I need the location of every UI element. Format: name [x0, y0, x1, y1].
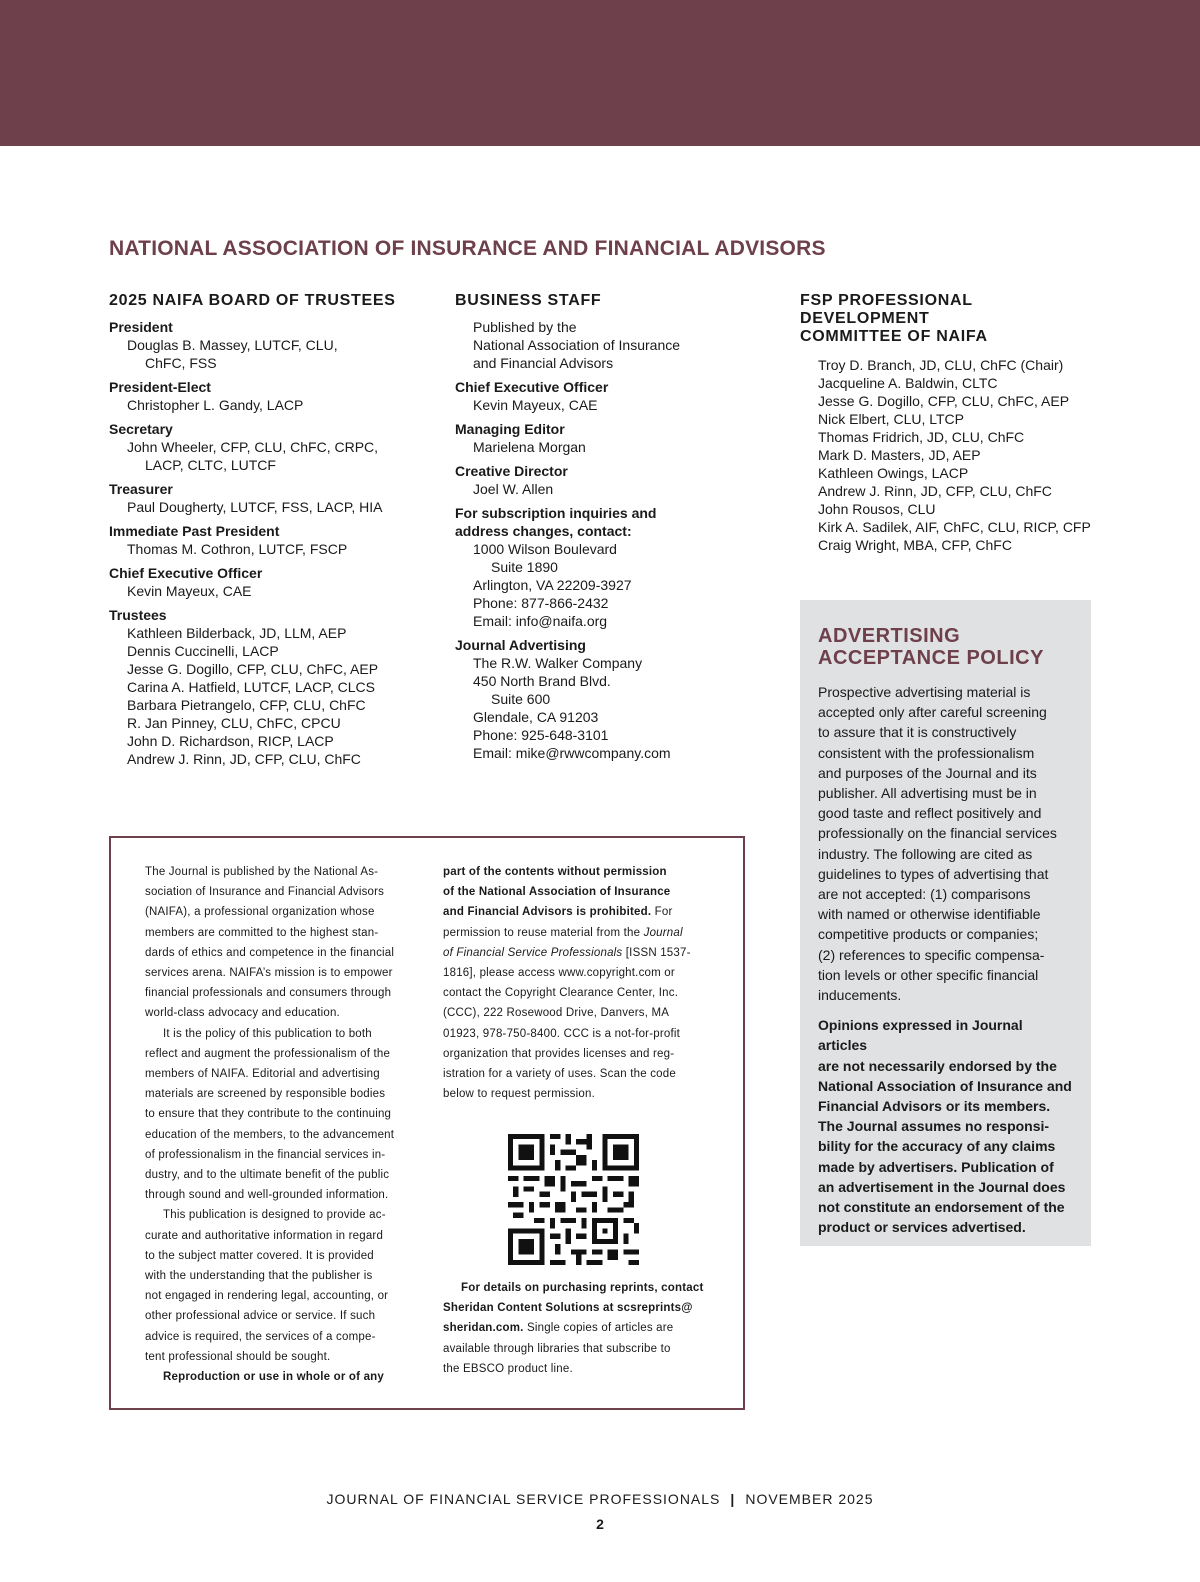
committee-member: Kathleen Owings, LACP — [818, 465, 969, 481]
advertising-company: The R.W. Walker Company — [473, 655, 643, 671]
reprints-line: Sheridan Content Solutions at scsreprints@ — [443, 1302, 693, 1315]
board-heading: 2025 NAIFA BOARD OF TRUSTEES — [109, 292, 396, 309]
staff-ceo-name: Kevin Mayeux, CAE — [473, 397, 598, 413]
ad-policy-line: guidelines to types of advertising that — [818, 865, 1049, 882]
president-name: Douglas B. Massey, LUTCF, CLU, — [127, 337, 338, 353]
trustee-item: Dennis Cuccinelli, LACP — [127, 643, 279, 659]
info-line: world-class advocacy and education. — [145, 1007, 340, 1020]
reprints-info — [443, 1278, 713, 1379]
subscription-label: address changes, contact: — [455, 523, 632, 539]
committee-member: Craig Wright, MBA, CFP, ChFC — [818, 537, 1012, 553]
treasurer-name: Paul Dougherty, LUTCF, FSS, LACP, HIA — [127, 499, 383, 515]
info-line: members are committed to the highest stan- — [145, 926, 379, 939]
subscription-phone: Phone: 877-866-2432 — [473, 595, 609, 611]
info-line: dards of ethics and competence in the financial — [145, 946, 395, 959]
secretary-name: John Wheeler, CFP, CLU, ChFC, CRPC, — [127, 439, 379, 455]
reproduction-notice-bold: and Financial Advisors is prohibited. — [443, 906, 652, 919]
org-title: NATIONAL ASSOCIATION OF INSURANCE AND FINANCIAL ADVISORS — [109, 237, 826, 260]
publisher-line: National Association of Insurance — [473, 337, 681, 353]
info-line: education of the members, to the advancement — [145, 1128, 395, 1141]
ad-policy-line: publisher. All advertising must be in — [818, 785, 1037, 802]
president-elect-name: Christopher L. Gandy, LACP — [127, 397, 304, 413]
disclaimer-line: Financial Advisors or its members. — [818, 1098, 1051, 1115]
fsp-committee — [800, 292, 1100, 554]
reprints-line: For details on purchasing reprints, contact — [461, 1282, 704, 1294]
header-band — [0, 0, 1200, 146]
ad-policy-title — [818, 625, 1073, 669]
committee-member: Nick Elbert, CLU, LTCP — [818, 411, 964, 427]
advertising-label: Journal Advertising — [455, 637, 586, 653]
ad-policy-line: to assure that it is constructively — [818, 724, 1017, 741]
ad-policy-line: are not accepted: (1) comparisons — [818, 886, 1031, 903]
info-line: The Journal is published by the National As- — [145, 866, 379, 878]
info-line: 1816], please access www.copyright.com or — [443, 967, 675, 980]
ad-policy-line: good taste and reflect positively and — [818, 805, 1042, 822]
ad-policy-line: accepted only after careful screening — [818, 704, 1047, 721]
info-line — [443, 943, 713, 963]
info-line: to ensure that they contribute to the continuing — [145, 1108, 392, 1121]
info-line: 01923, 978-750-8400. CCC is a not-for-profit — [443, 1027, 681, 1040]
info-line: (CCC), 222 Rosewood Drive, Danvers, MA — [443, 1007, 670, 1020]
disclaimer-line: not constitute an endorsement of the — [818, 1199, 1065, 1216]
disclaimer-line: are not necessarily endorsed by the — [818, 1057, 1057, 1074]
editor-name: Marielena Morgan — [473, 439, 586, 455]
subscription-address: 1000 Wilson Boulevard — [473, 541, 617, 557]
board-ceo-label: Chief Executive Officer — [109, 565, 263, 581]
info-line: istration for a variety of uses. Scan the code — [443, 1068, 676, 1081]
committee-member: Troy D. Branch, JD, CLU, ChFC (Chair) — [818, 357, 1064, 373]
editor-label: Managing Editor — [455, 421, 565, 437]
secretary-credentials: LACP, CLTC, LUTCF — [145, 457, 276, 473]
info-line: This publication is designed to provide ac- — [163, 1209, 386, 1222]
info-line: to the subject matter covered. It is provided — [145, 1249, 374, 1262]
disclaimer-line: Opinions expressed in Journal articles — [818, 1017, 1023, 1054]
trustee-item: John D. Richardson, RICP, LACP — [127, 733, 334, 749]
advertising-address: 450 North Brand Blvd. — [473, 673, 611, 689]
committee-member: Thomas Fridrich, JD, CLU, ChFC — [818, 429, 1025, 445]
trustee-item: Carina A. Hatfield, LUTCF, LACP, CLCS — [127, 679, 375, 695]
creative-label: Creative Director — [455, 463, 568, 479]
page-number: 2 — [596, 1516, 604, 1532]
committee-member: Jesse G. Dogillo, CFP, CLU, ChFC, AEP — [818, 393, 1070, 409]
ad-policy-line: with named or otherwise identifiable — [818, 906, 1041, 923]
past-president-label: Immediate Past President — [109, 523, 280, 539]
info-line: materials are screened by responsible bodies — [145, 1088, 386, 1101]
footer-separator: | — [730, 1491, 736, 1507]
ad-policy-line: (2) references to specific compensa- — [818, 946, 1045, 963]
info-line: organization that provides licenses and reg- — [443, 1047, 675, 1060]
qr-code-icon[interactable] — [508, 1134, 639, 1265]
info-line: contact the Copyright Clearance Center, Inc. — [443, 987, 679, 1000]
subscription-label: For subscription inquiries and — [455, 505, 657, 521]
info-text: [ISSN 1537- — [622, 946, 691, 959]
publication-info-right — [443, 862, 713, 1104]
ad-policy-line: Prospective advertising material is — [818, 684, 1031, 700]
trustee-item: Andrew J. Rinn, JD, CFP, CLU, ChFC — [127, 751, 361, 767]
reprints-line — [443, 1318, 713, 1338]
publication-info-box — [109, 836, 745, 1410]
ad-policy-line: industry. The following are cited as — [818, 845, 1033, 862]
info-line: below to request permission. — [443, 1088, 595, 1101]
ad-policy-line: professionally on the financial services — [818, 825, 1057, 842]
ad-policy-line: tion levels or other specific financial — [818, 966, 1039, 983]
ad-policy-line: consistent with the professionalism — [818, 744, 1035, 761]
info-line: (NAIFA), a professional organization whose — [145, 906, 375, 919]
info-line — [443, 923, 713, 943]
reprints-line: available through libraries that subscribe to — [443, 1342, 671, 1355]
reproduction-notice: of the National Association of Insurance — [443, 886, 671, 899]
info-line: dustry, and to the ultimate benefit of the public — [145, 1169, 390, 1182]
trustee-item: Jesse G. Dogillo, CFP, CLU, ChFC, AEP — [127, 661, 379, 677]
trustee-item: Kathleen Bilderback, JD, LLM, AEP — [127, 625, 347, 641]
business-staff — [455, 292, 755, 762]
creative-name: Joel W. Allen — [473, 481, 554, 497]
ad-policy-text — [818, 682, 1073, 1005]
president-credentials: ChFC, FSS — [145, 355, 217, 371]
subscription-address: Suite 1890 — [491, 559, 558, 575]
journal-title: JOURNAL OF FINANCIAL SERVICE PROFESSIONALS — [326, 1491, 721, 1507]
issue-date: NOVEMBER 2025 — [745, 1491, 874, 1507]
publication-info-left — [145, 862, 415, 1387]
trustee-item: R. Jan Pinney, CLU, ChFC, CPCU — [127, 715, 341, 731]
disclaimer-line: bility for the accuracy of any claims — [818, 1138, 1056, 1155]
reproduction-notice: part of the contents without permission — [443, 866, 667, 878]
info-line: sociation of Insurance and Financial Advisors — [145, 886, 385, 899]
advertising-address: Glendale, CA 91203 — [473, 709, 599, 725]
reproduction-notice — [443, 902, 713, 922]
advertising-phone: Phone: 925-648-3101 — [473, 727, 609, 743]
journal-name: of Financial Service Professionals — [443, 946, 623, 959]
advertising-address: Suite 600 — [491, 691, 551, 707]
board-of-trustees — [109, 292, 439, 768]
info-line: curate and authoritative information in regard — [145, 1229, 384, 1242]
disclaimer-line: The Journal assumes no responsi- — [818, 1118, 1050, 1135]
disclaimer-line: product or services advertised. — [818, 1219, 1026, 1236]
treasurer-label: Treasurer — [109, 481, 173, 497]
trustees-label: Trustees — [109, 607, 167, 623]
staff-heading: BUSINESS STAFF — [455, 292, 602, 309]
ad-policy-line: and purposes of the Journal and its — [818, 764, 1037, 781]
committee-member: Mark D. Masters, JD, AEP — [818, 447, 981, 463]
journal-name: Journal — [643, 926, 683, 939]
board-ceo-name: Kevin Mayeux, CAE — [127, 583, 252, 599]
committee-member: Andrew J. Rinn, JD, CFP, CLU, ChFC — [818, 483, 1052, 499]
info-text: Single copies of articles are — [523, 1322, 674, 1335]
info-line: through sound and well-grounded information. — [145, 1189, 389, 1202]
info-text: permission to reuse material from the — [443, 926, 644, 939]
president-elect-label: President-Elect — [109, 379, 211, 395]
disclaimer-line: National Association of Insurance and — [818, 1077, 1072, 1094]
committee-heading-line: COMMITTEE OF NAIFA — [800, 328, 988, 345]
past-president-name: Thomas M. Cothron, LUTCF, FSCP — [127, 541, 348, 557]
secretary-label: Secretary — [109, 421, 173, 437]
subscription-address: Arlington, VA 22209-3927 — [473, 577, 632, 593]
disclaimer-line: made by advertisers. Publication of — [818, 1158, 1054, 1175]
committee-member: Kirk A. Sadilek, AIF, ChFC, CLU, RICP, CFP — [818, 519, 1091, 535]
info-line: other professional advice or service. If such — [145, 1310, 376, 1323]
reprints-email: sheridan.com. — [443, 1322, 524, 1335]
info-line: members of NAIFA. Editorial and advertising — [145, 1068, 380, 1081]
ad-policy-title-line: ADVERTISING — [818, 625, 961, 647]
ad-policy-title-line: ACCEPTANCE POLICY — [818, 647, 1044, 669]
trustee-item: Barbara Pietrangelo, CFP, CLU, ChFC — [127, 697, 366, 713]
committee-heading — [800, 292, 1100, 346]
info-line: of professionalism in the financial services in- — [145, 1148, 386, 1161]
president-label: President — [109, 319, 173, 335]
info-line: with the understanding that the publisher is — [145, 1270, 373, 1283]
info-text: For — [651, 906, 673, 919]
info-line: financial professionals and consumers through — [145, 987, 392, 1000]
subscription-email: Email: info@naifa.org — [473, 613, 608, 629]
info-line: tent professional should be sought. — [145, 1350, 331, 1363]
publisher-line: and Financial Advisors — [473, 355, 614, 371]
reproduction-notice: Reproduction or use in whole or of any — [163, 1371, 385, 1384]
info-line: services arena. NAIFA’s mission is to empower — [145, 967, 393, 980]
disclaimer-line: an advertisement in the Journal does — [818, 1178, 1066, 1195]
info-line: reflect and augment the professionalism of the — [145, 1047, 391, 1060]
info-line: It is the policy of this publication to both — [163, 1027, 372, 1040]
info-line: advice is required, the services of a compe- — [145, 1330, 376, 1343]
publisher-line: Published by the — [473, 319, 577, 335]
page-footer — [0, 1491, 1200, 1507]
committee-member: Jacqueline A. Baldwin, CLTC — [818, 375, 998, 391]
committee-member: John Rousos, CLU — [818, 501, 936, 517]
staff-ceo-label: Chief Executive Officer — [455, 379, 609, 395]
advertising-policy-box — [800, 600, 1091, 1246]
ad-policy-line: inducements. — [818, 987, 902, 1004]
committee-heading-line: FSP PROFESSIONAL DEVELOPMENT — [800, 292, 973, 327]
reprints-line: the EBSCO product line. — [443, 1362, 573, 1375]
opinions-disclaimer — [818, 1015, 1073, 1237]
advertising-email: Email: mike@rwwcompany.com — [473, 745, 671, 761]
ad-policy-line: competitive products or companies; — [818, 926, 1039, 943]
info-line: not engaged in rendering legal, accounting, or — [145, 1290, 389, 1303]
